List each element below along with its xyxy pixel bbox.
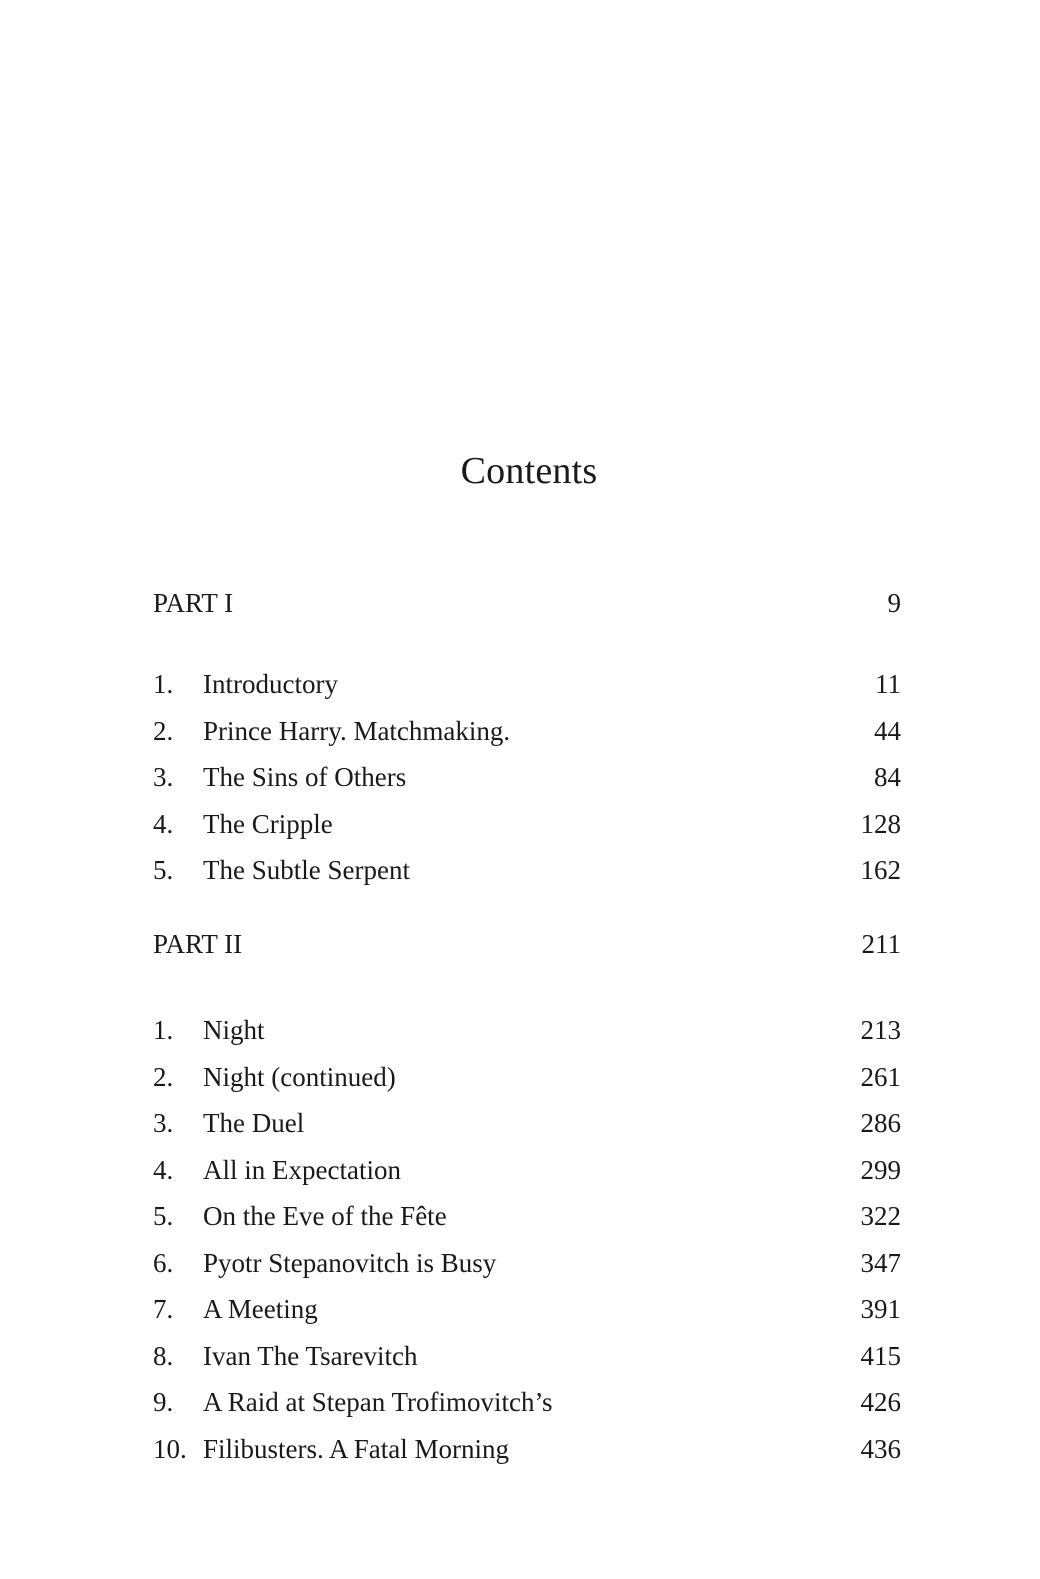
page-title: Contents: [460, 450, 598, 492]
toc-entry[interactable]: [153, 1012, 901, 1048]
part-label: PART I: [153, 588, 234, 618]
toc-entry[interactable]: [153, 713, 901, 749]
toc-part-heading[interactable]: [153, 585, 901, 621]
toc-entry[interactable]: [153, 1152, 901, 1188]
toc-entry[interactable]: [153, 852, 901, 888]
chapter-page-number: 347: [860, 1248, 901, 1278]
chapter-title: Introductory: [203, 669, 338, 699]
chapter-number: 8.: [153, 1341, 174, 1371]
chapter-page-number: 84: [874, 762, 901, 792]
chapter-number: 5.: [153, 855, 174, 885]
chapter-title: Prince Harry. Matchmaking.: [203, 716, 511, 746]
chapter-number: 2.: [153, 716, 174, 746]
chapter-number: 3.: [153, 762, 174, 792]
chapter-number: 2.: [153, 1062, 174, 1092]
chapter-title: Filibusters. A Fatal Morning: [203, 1434, 510, 1464]
toc-entry[interactable]: [153, 1431, 901, 1467]
chapter-title: The Subtle Serpent: [203, 855, 410, 885]
chapter-title: Night (continued): [203, 1062, 396, 1092]
chapter-title: The Sins of Others: [203, 762, 407, 792]
chapter-number: 9.: [153, 1387, 174, 1417]
chapter-title: All in Expectation: [203, 1155, 401, 1185]
chapter-number: 6.: [153, 1248, 174, 1278]
toc-entry[interactable]: [153, 759, 901, 795]
toc-entry[interactable]: [153, 1291, 901, 1327]
chapter-title: Pyotr Stepanovitch is Busy: [203, 1248, 497, 1278]
toc-entry[interactable]: [153, 806, 901, 842]
chapter-page-number: 128: [860, 809, 901, 839]
chapter-title: On the Eve of the Fête: [203, 1201, 447, 1231]
chapter-page-number: 322: [860, 1201, 901, 1231]
chapter-page-number: 213: [860, 1015, 901, 1045]
chapter-page-number: 286: [860, 1108, 901, 1138]
toc-entry[interactable]: [153, 1384, 901, 1420]
chapter-page-number: 299: [860, 1155, 901, 1185]
chapter-number: 10.: [153, 1434, 187, 1464]
chapter-page-number: 44: [874, 716, 901, 746]
chapter-title: A Meeting: [203, 1294, 318, 1324]
toc-entry[interactable]: [153, 1245, 901, 1281]
toc-part-heading[interactable]: [153, 926, 901, 962]
toc-entry[interactable]: [153, 666, 901, 702]
chapter-number: 5.: [153, 1201, 174, 1231]
chapter-number: 1.: [153, 1015, 174, 1045]
part-page-number: 9: [887, 588, 901, 618]
chapter-page-number: 162: [860, 855, 901, 885]
chapter-number: 3.: [153, 1108, 174, 1138]
chapter-number: 4.: [153, 1155, 174, 1185]
toc-entry[interactable]: [153, 1059, 901, 1095]
part-label: PART II: [153, 929, 243, 959]
toc-entry[interactable]: [153, 1105, 901, 1141]
part-page-number: 211: [861, 929, 901, 959]
chapter-number: 7.: [153, 1294, 174, 1324]
chapter-title: Night: [203, 1015, 265, 1045]
chapter-title: The Duel: [203, 1108, 305, 1138]
chapter-number: 4.: [153, 809, 174, 839]
chapter-number: 1.: [153, 669, 174, 699]
chapter-title: A Raid at Stepan Trofimovitch’s: [203, 1387, 553, 1417]
chapter-page-number: 261: [860, 1062, 901, 1092]
toc-entry[interactable]: [153, 1198, 901, 1234]
toc-entry[interactable]: [153, 1338, 901, 1374]
chapter-page-number: 426: [860, 1387, 901, 1417]
chapter-title: Ivan The Tsarevitch: [203, 1341, 418, 1371]
chapter-page-number: 11: [875, 669, 901, 699]
chapter-title: The Cripple: [203, 809, 333, 839]
chapter-page-number: 436: [860, 1434, 901, 1464]
chapter-page-number: 415: [860, 1341, 901, 1371]
chapter-page-number: 391: [860, 1294, 901, 1324]
